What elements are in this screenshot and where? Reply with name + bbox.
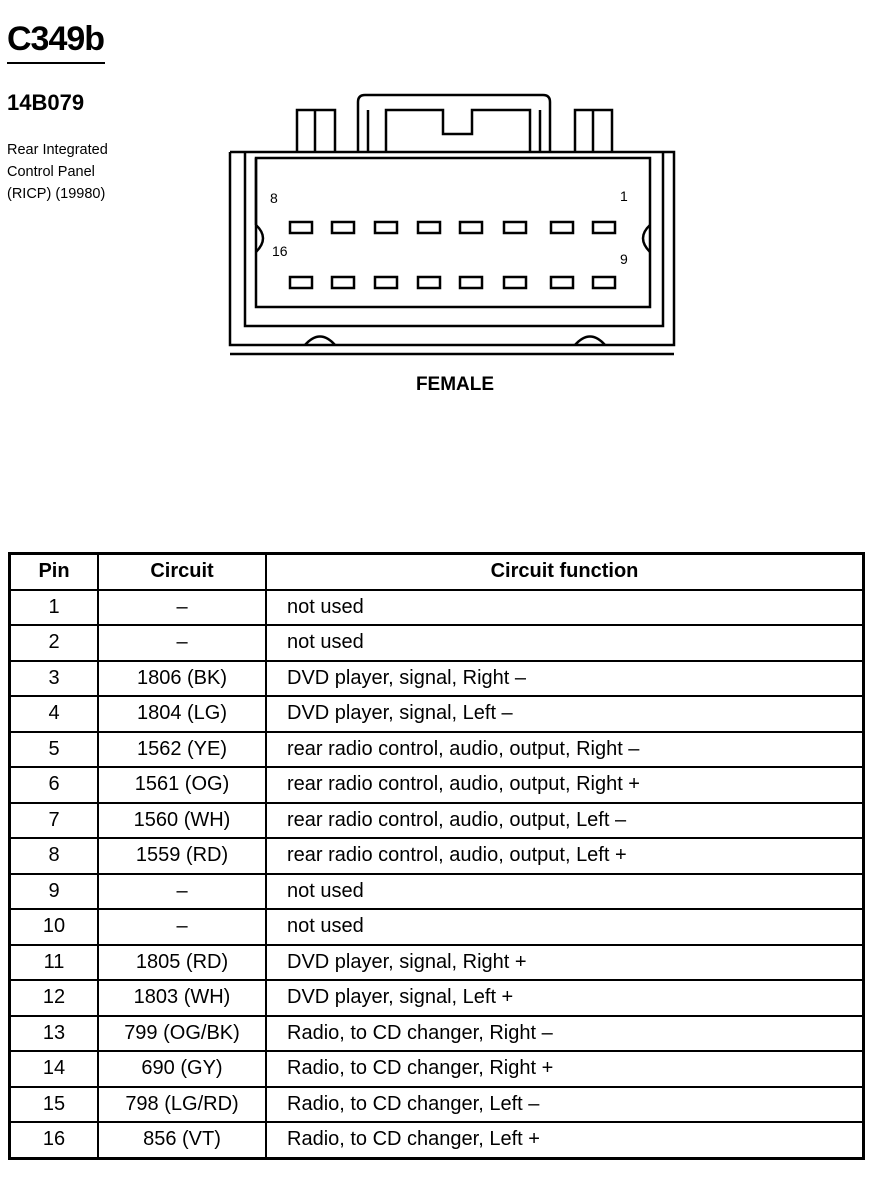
circuit-cell: – — [98, 909, 266, 945]
pin-cell: 5 — [10, 732, 99, 768]
table-row — [10, 767, 864, 803]
table-row — [10, 803, 864, 839]
table-row — [10, 945, 864, 981]
table-header-row — [10, 554, 864, 590]
pin-cell: 4 — [10, 696, 99, 732]
circuit-cell: 1561 (OG) — [98, 767, 266, 803]
circuit-cell: 799 (OG/BK) — [98, 1016, 266, 1052]
table-row — [10, 1016, 864, 1052]
connector-description — [7, 139, 108, 205]
pin-cell: 12 — [10, 980, 99, 1016]
table-row — [10, 590, 864, 626]
circuit-cell: 798 (LG/RD) — [98, 1087, 266, 1123]
header-circuit-function: Circuit function — [266, 554, 864, 590]
pin-cell: 6 — [10, 767, 99, 803]
function-cell: DVD player, signal, Left + — [266, 980, 864, 1016]
table-row — [10, 696, 864, 732]
table-row — [10, 1051, 864, 1087]
function-cell: DVD player, signal, Left – — [266, 696, 864, 732]
pin-cavity — [504, 222, 526, 233]
pin-cell: 14 — [10, 1051, 99, 1087]
table-row — [10, 909, 864, 945]
pin-cavity — [332, 277, 354, 288]
pin-cavity — [551, 277, 573, 288]
connector-id: C349b — [7, 20, 105, 58]
pin-cavity — [593, 222, 615, 233]
description-line: (RICP) (19980) — [7, 186, 106, 202]
header-pin: Pin — [10, 554, 99, 590]
pin-cell: 9 — [10, 874, 99, 910]
description-line: Control Panel — [7, 164, 95, 180]
function-cell: Radio, to CD changer, Left – — [266, 1087, 864, 1123]
pin-cell: 1 — [10, 590, 99, 626]
function-cell: not used — [266, 874, 864, 910]
table-row — [10, 1087, 864, 1123]
pin-cavity — [593, 277, 615, 288]
table-row — [10, 661, 864, 697]
table-row — [10, 625, 864, 661]
table-row — [10, 732, 864, 768]
pin-cell: 11 — [10, 945, 99, 981]
pin-cell: 7 — [10, 803, 99, 839]
function-cell: rear radio control, audio, output, Left – — [266, 803, 864, 839]
pin-assignment-table — [8, 552, 865, 1160]
pin-cavity — [375, 277, 397, 288]
function-cell: Radio, to CD changer, Left + — [266, 1122, 864, 1158]
function-cell: rear radio control, audio, output, Right – — [266, 732, 864, 768]
circuit-cell: 1803 (WH) — [98, 980, 266, 1016]
pin-cavity — [290, 222, 312, 233]
table-row — [10, 1122, 864, 1158]
title-underline — [7, 62, 105, 64]
function-cell: Radio, to CD changer, Right + — [266, 1051, 864, 1087]
connector-face-diagram — [220, 90, 685, 365]
circuit-cell: 1560 (WH) — [98, 803, 266, 839]
function-cell: rear radio control, audio, output, Right + — [266, 767, 864, 803]
function-cell: not used — [266, 625, 864, 661]
table-row — [10, 874, 864, 910]
connector-gender: FEMALE — [415, 374, 495, 395]
circuit-cell: 856 (VT) — [98, 1122, 266, 1158]
header-circuit: Circuit — [98, 554, 266, 590]
pin-cavity — [375, 222, 397, 233]
circuit-cell: – — [98, 874, 266, 910]
function-cell: DVD player, signal, Right + — [266, 945, 864, 981]
circuit-cell: 1806 (BK) — [98, 661, 266, 697]
part-number: 14B079 — [7, 90, 85, 115]
pin-label-16: 16 — [272, 243, 288, 259]
pin-cavity — [460, 277, 482, 288]
function-cell: not used — [266, 590, 864, 626]
pin-cavity — [418, 277, 440, 288]
pin-cavity — [460, 222, 482, 233]
pin-label-1: 1 — [620, 188, 628, 204]
function-cell: Radio, to CD changer, Right – — [266, 1016, 864, 1052]
pin-label-9: 9 — [620, 251, 628, 267]
pin-cavity — [418, 222, 440, 233]
table-row — [10, 838, 864, 874]
connector-housing — [230, 95, 674, 354]
pin-label-8: 8 — [270, 190, 278, 206]
pin-cell: 10 — [10, 909, 99, 945]
pin-cell: 8 — [10, 838, 99, 874]
description-line: Rear Integrated — [7, 142, 108, 158]
pin-cell: 16 — [10, 1122, 99, 1158]
circuit-cell: – — [98, 590, 266, 626]
function-cell: DVD player, signal, Right – — [266, 661, 864, 697]
circuit-cell: – — [98, 625, 266, 661]
circuit-cell: 1562 (YE) — [98, 732, 266, 768]
pin-cavity — [332, 222, 354, 233]
pin-cell: 13 — [10, 1016, 99, 1052]
table-row — [10, 980, 864, 1016]
circuit-cell: 690 (GY) — [98, 1051, 266, 1087]
circuit-cell: 1804 (LG) — [98, 696, 266, 732]
pin-cell: 15 — [10, 1087, 99, 1123]
pin-cavities — [290, 222, 615, 288]
pin-cavity — [504, 277, 526, 288]
pin-cavity — [290, 277, 312, 288]
pin-cell: 3 — [10, 661, 99, 697]
function-cell: not used — [266, 909, 864, 945]
pin-cavity — [551, 222, 573, 233]
pin-cell: 2 — [10, 625, 99, 661]
function-cell: rear radio control, audio, output, Left + — [266, 838, 864, 874]
circuit-cell: 1805 (RD) — [98, 945, 266, 981]
circuit-cell: 1559 (RD) — [98, 838, 266, 874]
